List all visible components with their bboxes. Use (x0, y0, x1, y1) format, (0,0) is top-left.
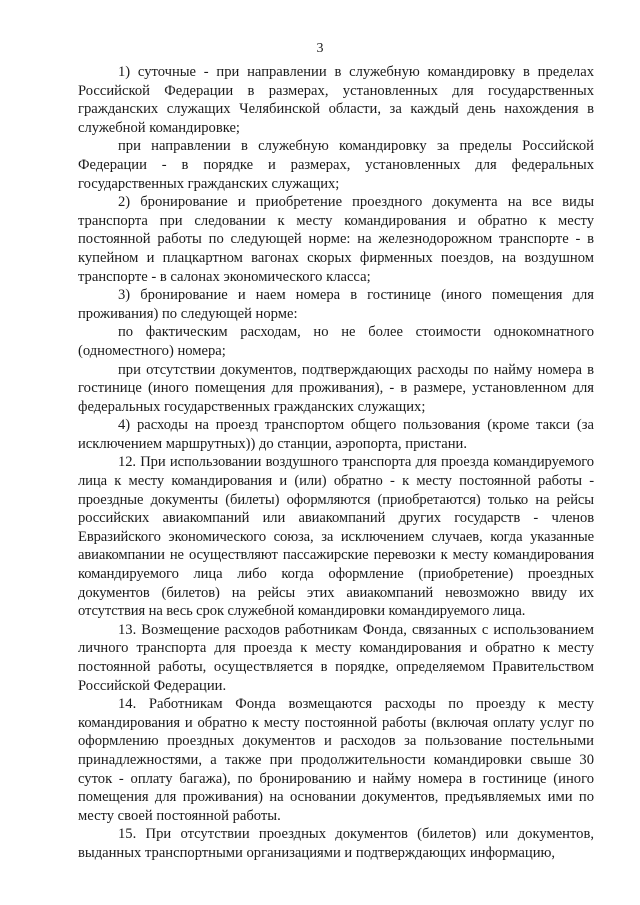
paragraph-public-transport: 4) расходы на проезд транспортом общего пользования (кроме такси (за исключением маршрутных)) до станции, аэропорта, пристани. (78, 417, 594, 452)
paragraph-12-air-transport: 12. При использовании воздушного транспорта для проезда командируемого лица к месту командирования и (или) обратно - к месту постоянной работы - проездные документы (билеты) оформляются (приобретаются) только на рейсы российских авиакомпаний или авиакомпаний других государств - членов Евразийского экономического союза, за исключением случаев, когда указанные авиакомпании не осуществляют пассажирские перевозки к месту командирования командируемого лица либо когда оформление (приобретение) проездных документов (билетов) на рейсы этих авиакомпаний невозможно ввиду их отсутствия на весь срок служебной командировки командируемого лица. (78, 454, 594, 620)
page-number: 3 (316, 41, 324, 56)
paragraph-15-missing-documents: 15. При отсутствии проездных документов (билетов) или документов, выданных транспортными организациями и подтверждающих информацию, (78, 826, 594, 861)
document-body (78, 63, 594, 863)
paragraph-14-travel-expenses: 14. Работникам Фонда возмещаются расходы по проезду к месту командирования и обратно к месту постоянной работы (включая оплату услуг по оформлению проездных документов и расходов за пользование постельными принадлежностями, а также при продолжительности командировки свыше 30 суток - оплату багажа), по бронированию и найму номера в гостинице (иного помещения для проживания) на основании документов, предъявляемых ими по месту своей постоянной работы. (78, 696, 594, 824)
paragraph-actual-expenses: по фактическим расходам, но не более стоимости однокомнатного (одноместного) номера; (78, 324, 594, 359)
paragraph-13-personal-transport: 13. Возмещение расходов работникам Фонда, связанных с использованием личного транспорта для проезда к месту командирования и обратно к месту постоянной работы, осуществляется в порядке, определяемом Правительством Российской Федерации. (78, 621, 594, 694)
paragraph-ticket-booking: 2) бронирование и приобретение проездного документа на все виды транспорта при следовании к месту командирования и обратно к месту постоянной работы по следующей норме: на железнодорожном транспорте - в купейном и плацкартном вагонах скорых фирменных поездов, на воздушном транспорте - в салонах экономического класса; (78, 194, 594, 285)
paragraph-per-diem: 1) суточные - при направлении в служебную командировку в пределах Российской Федерации в размерах, установленных для государственных гражданских служащих Челябинской области, за каждый день нахождения в служебной командировке; (78, 64, 594, 136)
paragraph-per-diem-abroad: при направлении в служебную командировку за пределы Российской Федерации - в порядке и размерах, установленных для федеральных государственных гражданских служащих; (78, 138, 594, 192)
paragraph-hotel-booking: 3) бронирование и наем номера в гостинице (иного помещения для проживания) по следующей норме: (78, 287, 594, 322)
paragraph-no-documents: при отсутствии документов, подтверждающих расходы по найму номера в гостинице (иного помещения для проживания), - в размере, установленном для федеральных государственных гражданских служащих; (78, 361, 594, 415)
